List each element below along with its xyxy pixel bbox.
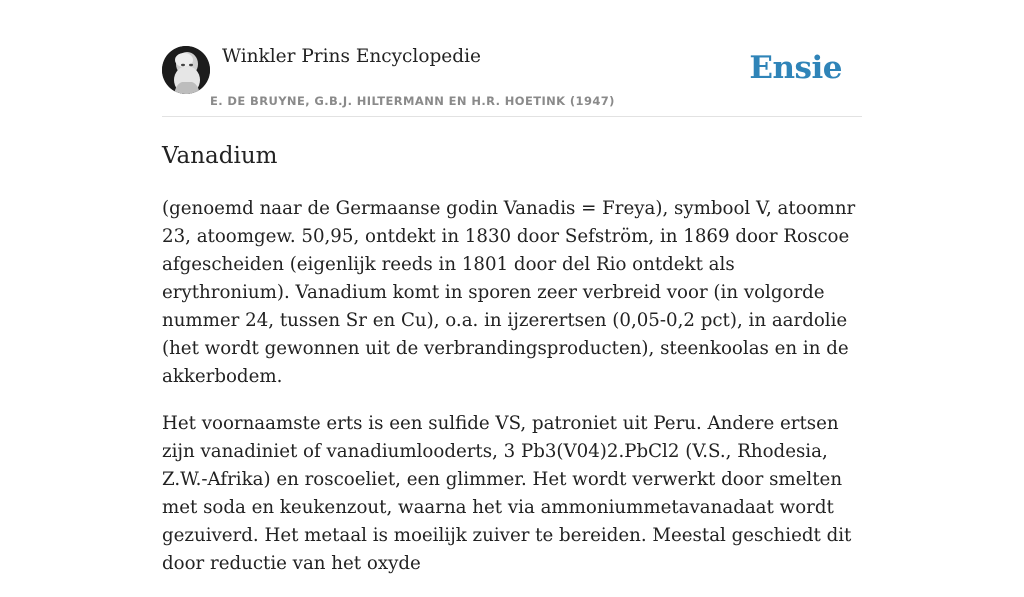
publication-title[interactable]: Winkler Prins Encyclopedie xyxy=(222,46,481,67)
publication-authors: E. DE BRUYNE, G.B.J. HILTERMANN EN H.R. HOETINK (1947) xyxy=(210,94,615,108)
publication-header xyxy=(162,0,862,117)
page xyxy=(162,0,862,597)
ensie-logo[interactable]: Ensie xyxy=(749,50,842,86)
article-paragraph: Het voornaamste erts is een sulfide VS, patroniet uit Peru. Andere ertsen zijn vanadiniet of vanadiumlooderts, 3 Pb3(V04)2.PbCl2 (V.S., Rhodesia, Z.W.-Afrika) en roscoeliet, een glimmer. Het wordt verwerkt door smelten met soda en keukenzout, waarna het via ammoniummetavanadaat wordt gezuiverd. Het metaal is moeilijk zuiver te bereiden. Meestal geschiedt dit door reductie van het oxyde xyxy=(162,413,852,574)
article-title: Vanadium xyxy=(162,143,278,169)
portrait-icon[interactable] xyxy=(162,46,210,94)
article-body xyxy=(162,195,862,578)
article-paragraph: (genoemd naar de Germaanse godin Vanadis = Freya), symbool V, atoomnr 23, atoomgew. 50,95, ontdekt in 1830 door Sefström, in 1869 door Roscoe afgescheiden (eigenlijk reeds in 1801 door del Rio ontdekt als erythronium). Vanadium komt in sporen zeer verbreid voor (in volgorde nummer 24, tussen Sr en Cu), o.a. in ijzerertsen (0,05-0,2 pct), in aardolie (het wordt gewonnen uit de verbrandingsproducten), steenkoolas en in de akkerbodem. xyxy=(162,198,856,387)
